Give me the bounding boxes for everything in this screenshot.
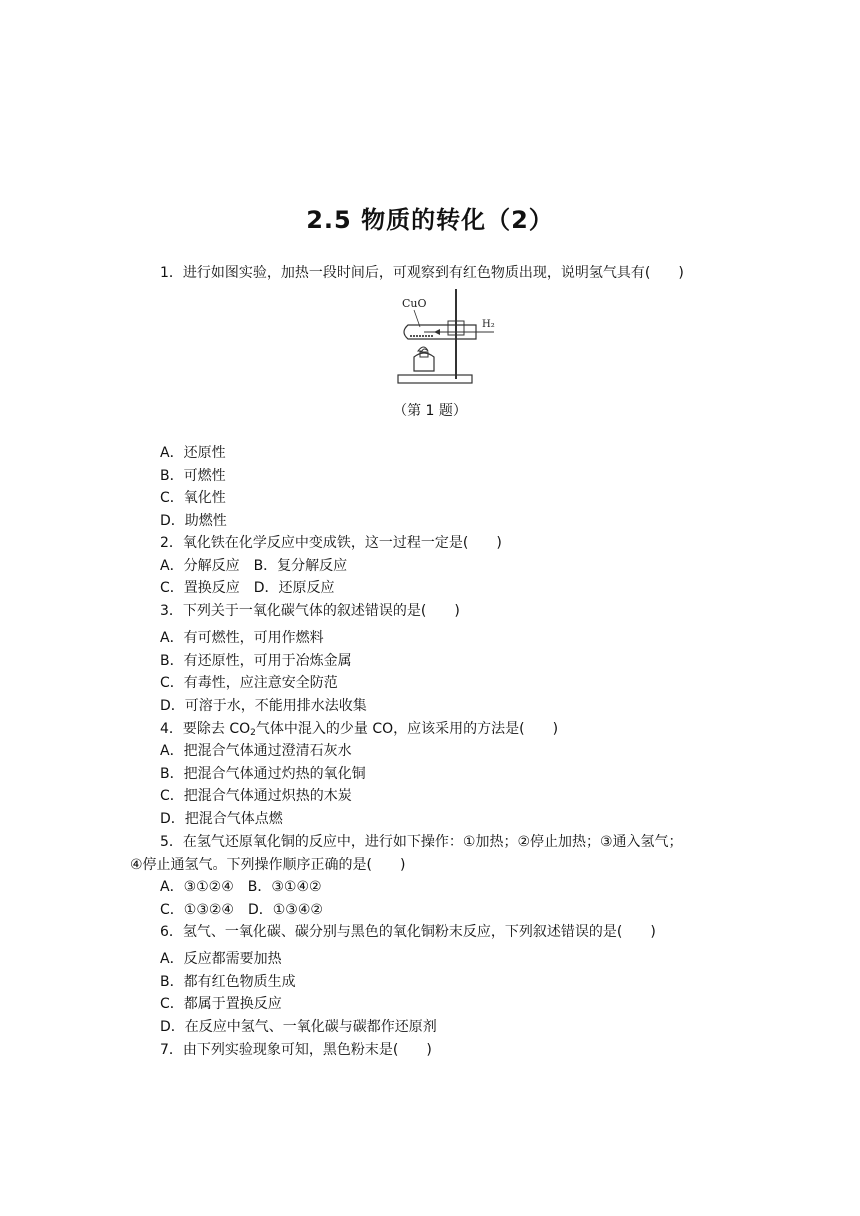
q3-option-b: B．有还原性，可用于冶炼金属: [160, 653, 352, 669]
q4-stem-subscript: 2: [250, 728, 256, 738]
q1-option-c: C．氧化性: [160, 490, 226, 506]
figure-label-cuo: CuO: [402, 297, 427, 310]
question-7-stem: 7．由下列实验现象可知，黑色粉末是( ): [160, 1042, 432, 1058]
q1-apparatus-figure: [394, 287, 502, 391]
question-5-stem: 5．在氢气还原氧化铜的反应中，进行如下操作：①加热；②停止加热；③通入氢气；: [160, 834, 683, 850]
question-6-stem: 6．氢气、一氧化碳、碳分别与黑色的氧化铜粉末反应，下列叙述错误的是( ): [160, 924, 656, 940]
q6-option-c: C．都属于置换反应: [160, 996, 282, 1012]
q6-option-a: A．反应都需要加热: [160, 951, 282, 967]
q4-option-d: D．把混合气体点燃: [160, 811, 283, 827]
q5-options-cd: C．①③②④ D．①③④②: [160, 902, 323, 918]
q1-option-a: A．还原性: [160, 445, 226, 461]
question-5-stem-continued: ④停止通氢气。下列操作顺序正确的是( ): [130, 857, 406, 873]
question-3-stem: 3．下列关于一氧化碳气体的叙述错误的是( ): [160, 603, 460, 619]
q2-options-cd: C．置换反应 D．还原反应: [160, 580, 335, 596]
question-4-stem: [160, 720, 558, 742]
q4-option-a: A．把混合气体通过澄清石灰水: [160, 743, 352, 759]
q1-option-b: B．可燃性: [160, 468, 226, 484]
q2-options-ab: A．分解反应 B．复分解反应: [160, 558, 348, 574]
q6-option-b: B．都有红色物质生成: [160, 974, 296, 990]
q4-option-c: C．把混合气体通过炽热的木炭: [160, 788, 352, 804]
q6-option-d: D．在反应中氢气、一氧化碳与碳都作还原剂: [160, 1019, 437, 1035]
question-2-stem: 2．氧化铁在化学反应中变成铁，这一过程一定是( ): [160, 535, 502, 551]
q3-option-d: D．可溶于水，不能用排水法收集: [160, 698, 367, 714]
q1-option-d: D．助燃性: [160, 513, 227, 529]
q4-option-b: B．把混合气体通过灼热的氧化铜: [160, 766, 366, 782]
figure-caption: （第 1 题）: [393, 403, 467, 419]
page-title: 2.5 物质的转化（2）: [306, 206, 554, 234]
q5-options-ab: A．③①②④ B．③①④②: [160, 879, 322, 895]
q4-stem-suffix: 气体中混入的少量 CO，应该采用的方法是( ): [255, 721, 559, 737]
q4-stem-prefix: 4．要除去 CO: [160, 721, 251, 737]
q3-option-a: A．有可燃性，可用作燃料: [160, 630, 324, 646]
figure-label-h2: H₂: [482, 319, 495, 330]
q3-option-c: C．有毒性，应注意安全防范: [160, 675, 338, 691]
question-1-stem: 1．进行如图实验，加热一段时间后，可观察到有红色物质出现，说明氢气具有( ): [160, 265, 684, 281]
